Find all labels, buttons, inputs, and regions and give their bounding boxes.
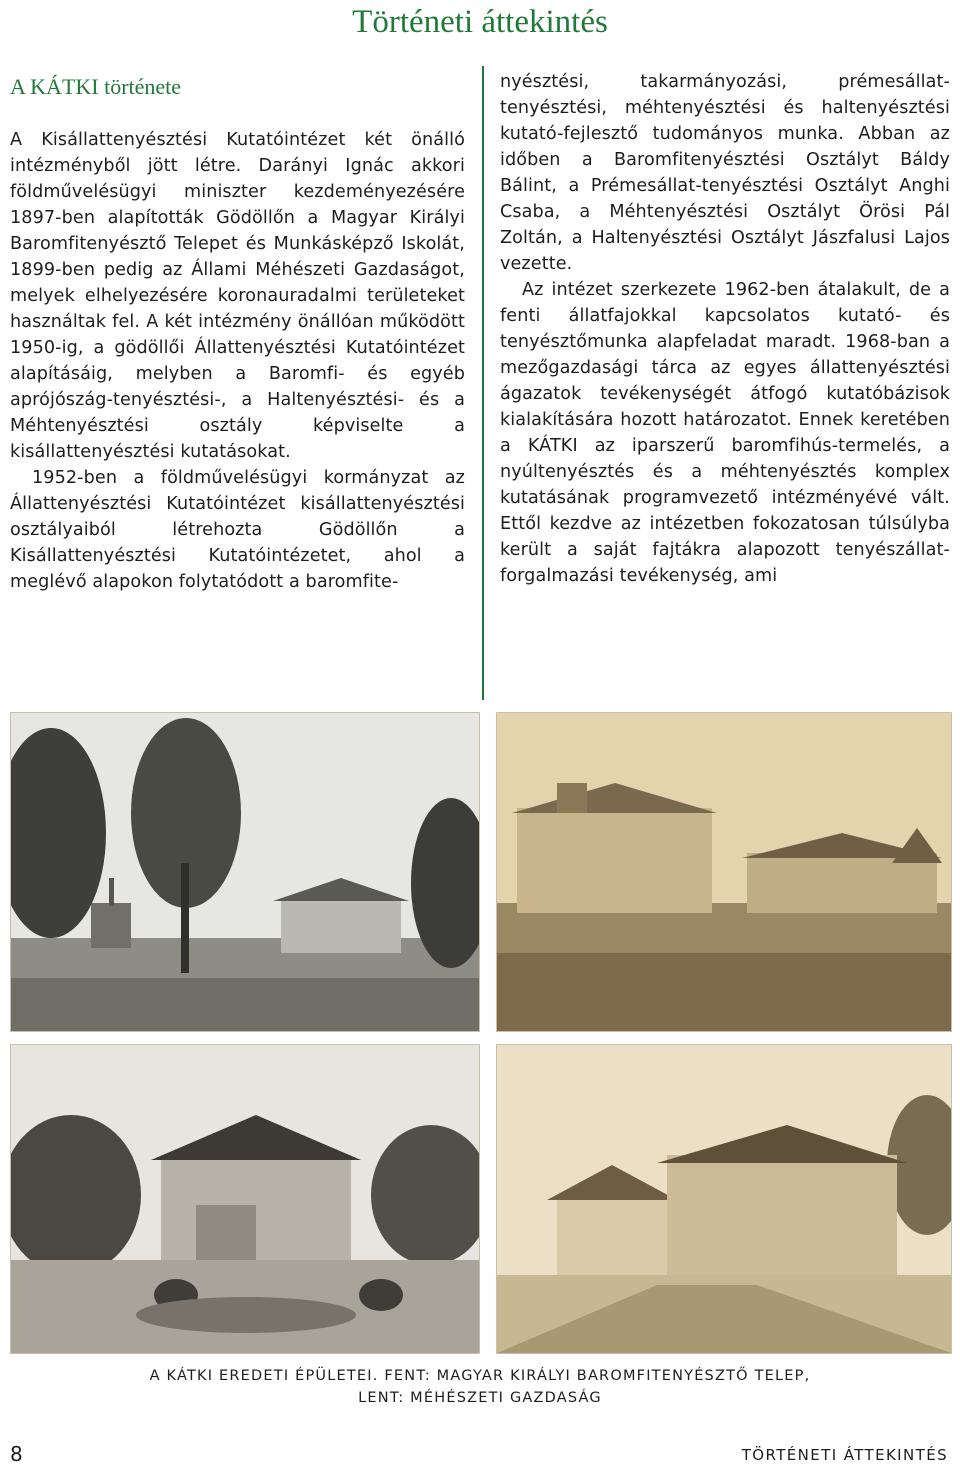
column-divider [482,66,484,700]
photo-poultry-farm-trees [10,712,480,1032]
page-header-title: Történeti áttekintés [352,4,608,40]
photo-caption-line-2: LENT: MÉHÉSZETI GAZDASÁG [358,1390,602,1406]
left-paragraph-2: 1952-ben a földművelésügyi kormányzat az Állattenyésztési Kutatóintézet kisállattenyésztési osztályaiból létrehozta Gödöllőn a Kisállattenyésztési Kutatóintézetet, ahol a meglévő alapokon folytatódott a baromfite- [10,468,465,592]
right-paragraph-1: nyésztési, takarmányozási, prémesállat-tenyésztési, méhtenyésztési és haltenyésztési kutató-fejlesztő tudományos munka. Abban az időben a Baromfitenyésztési Osztályt Báldy Bálint, a Prémesállat-tenyésztési Osztályt Anghi Csaba, a Méhtenyésztési Osztályt Örösi Pál Zoltán, a Haltenyésztési Osztályt Jászfalusi Lajos vezette. [500,72,950,274]
page-number: 8 [10,1442,23,1466]
right-text-column [500,69,950,589]
footer-section-label: TÖRTÉNETI ÁTTEKINTÉS [741,1446,948,1464]
photo-poultry-farm-buildings [496,712,952,1032]
right-paragraph-2: Az intézet szerkezete 1962-ben átalakult, de a fenti állatfajokkal kapcsolatos kutató- és tenyésztőmunka alapfeladat maradt. 1968-ban a mezőgazdasági tárca az egyes állattenyésztési ágazatok tevékenységét átfogó kutatóbázisok kialakítására hozott határozatot. Ennek keretében a KÁTKI az iparszerű baromfihús-termelés, a nyúltenyésztés és a méhtenyésztés komplex kutatásának programvezető intézményévé vált. Ettől kezdve az intézetben fokozatosan túlsúlyba került a saját fajtákra alapozott tenyészállat-forgalmazási tevékenység, ami [500,280,950,586]
photo-caption-line-1: A KÁTKI EREDETI ÉPÜLETEI. FENT: MAGYAR KIRÁLYI BAROMFITENYÉSZTŐ TELEP, [149,1368,811,1384]
section-title: A KÁTKI története [10,74,182,99]
photo-bee-farm-buildings [496,1044,952,1354]
left-text-column [10,127,465,595]
left-paragraph-1: A Kisállattenyésztési Kutatóintézet két önálló intézményből jött létre. Darányi Ignác akkori földművelésügyi miniszter kezdeményezésére 1897-ben alapították Gödöllőn a Magyar Királyi Baromfitenyésztő Telepet és Munkásképző Iskolát, 1899-ben pedig az Állami Méhészeti Gazdaságot, melyek elhelyezésére koronauradalmi területeket használtak fel. A két intézmény önállóan működött 1950-ig, a gödöllői Állattenyésztési Kutatóintézet alapításáig, melyben a Baromfi- és egyéb aprójószág-tenyésztési-, a Haltenyésztési- és a Méhtenyésztési osztály képviselte a kisállattenyésztési kutatásokat. [10,130,465,462]
historic-photo-collage [8,710,952,1356]
photo-bee-farm-garden [10,1044,480,1354]
